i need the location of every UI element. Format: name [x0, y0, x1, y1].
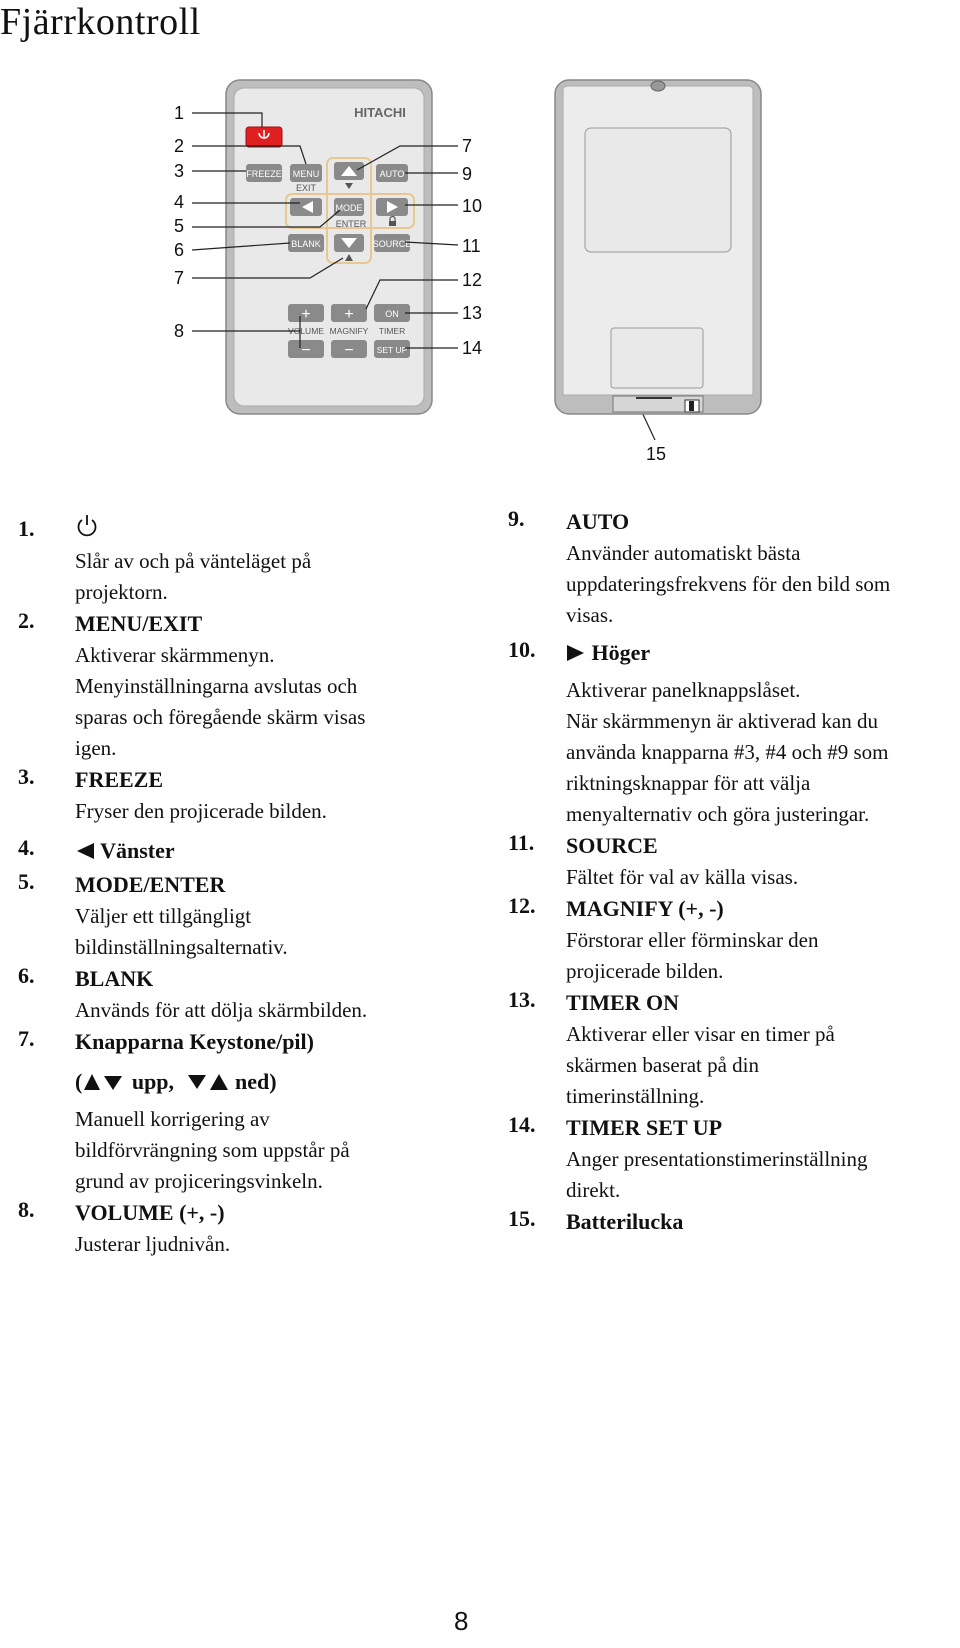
- power-icon: [75, 513, 99, 539]
- callout-15: 15: [646, 444, 667, 464]
- svg-text:10: 10: [462, 196, 483, 216]
- svg-text:14: 14: [462, 338, 483, 358]
- svg-text:11: 11: [462, 236, 481, 256]
- right-arrow-icon: [566, 644, 586, 662]
- svg-text:MENU: MENU: [292, 169, 320, 179]
- svg-text:ENTER: ENTER: [335, 219, 367, 229]
- remote-diagram: [0, 0, 960, 480]
- svg-text:FREEZE: FREEZE: [246, 169, 282, 179]
- up-keystone-icon: [82, 1072, 126, 1092]
- svg-text:EXIT: EXIT: [295, 183, 317, 193]
- item-head: AUTO: [566, 509, 630, 534]
- svg-text:ON: ON: [385, 309, 399, 319]
- svg-text:+: +: [344, 306, 354, 323]
- callouts-left: [174, 103, 184, 341]
- svg-text:6: 6: [174, 240, 185, 260]
- svg-text:9: 9: [462, 164, 473, 184]
- svg-text:MAGNIFY: MAGNIFY: [329, 326, 369, 336]
- brand-logo: HITACHI: [354, 105, 406, 120]
- svg-text:7: 7: [462, 136, 473, 156]
- svg-text:4: 4: [174, 192, 185, 212]
- item-head: Batterilucka: [566, 1209, 684, 1234]
- list-item: 4. Vänster: [18, 835, 175, 863]
- list-item: 9. AUTO Använder automatiskt bästa uppdateringsfrekvens för den bild som visas.: [508, 506, 958, 631]
- item-head: Vänster: [100, 838, 175, 863]
- list-item: 11. SOURCE Fältet för val av källa visas.: [508, 830, 958, 893]
- list-item: 3. FREEZE Fryser den projicerade bilden.: [18, 764, 438, 827]
- svg-text:1: 1: [174, 103, 185, 123]
- item-head: Knapparna Keystone/pil): [75, 1029, 314, 1054]
- callouts-right: [462, 136, 482, 358]
- svg-text:VOLUME: VOLUME: [288, 326, 324, 336]
- svg-text:7: 7: [174, 268, 185, 288]
- item-head: TIMER SET UP: [566, 1115, 723, 1140]
- item-head: SOURCE: [566, 833, 658, 858]
- svg-text:5: 5: [174, 216, 185, 236]
- left-arrow-icon: [75, 842, 95, 860]
- svg-text:TIMER: TIMER: [378, 326, 406, 336]
- item-head: MODE/ENTER: [75, 872, 226, 897]
- page-number: 8: [454, 1606, 469, 1636]
- svg-text:AUTO: AUTO: [379, 169, 405, 179]
- list-item: 14. TIMER SET UP Anger presentationstimerinställning direkt.: [508, 1112, 958, 1206]
- remote-back: [555, 80, 761, 414]
- svg-text:−: −: [344, 342, 354, 359]
- svg-text:−: −: [301, 342, 311, 359]
- down-keystone-icon: [186, 1072, 230, 1092]
- item-head: FREEZE: [75, 767, 164, 792]
- item-head: MENU/EXIT: [75, 611, 203, 636]
- keystone-subline: ( upp, ned): [75, 1069, 277, 1094]
- svg-text:SOURCE: SOURCE: [372, 239, 412, 249]
- list-item: 2. MENU/EXIT Aktiverar skärmmenyn. Menyinställningarna avslutas och sparas och föregående skärm visas igen.: [18, 608, 438, 764]
- page-title: Fjärrkontroll: [0, 1, 201, 43]
- item-head: BLANK: [75, 966, 154, 991]
- list-item: 6. BLANK Används för att dölja skärmbilden.: [18, 963, 438, 1026]
- list-item: 1. Slår av och på vänteläget på projektorn.: [18, 516, 438, 608]
- svg-text:13: 13: [462, 303, 483, 323]
- list-item: 8. VOLUME (+, -) Justerar ljudnivån.: [18, 1197, 231, 1256]
- svg-text:3: 3: [174, 161, 185, 181]
- svg-text:2: 2: [174, 136, 185, 156]
- svg-text:8: 8: [174, 321, 185, 341]
- svg-text:BLANK: BLANK: [291, 239, 321, 249]
- svg-text:MODE: MODE: [335, 203, 363, 213]
- item-head: TIMER ON: [566, 990, 680, 1015]
- list-item: 7. Knapparna Keystone/pil) ( upp, ned) Manuell korrigering av bildförvrängning som uppstår på grund av projiceringsvinkeln.: [18, 1026, 438, 1197]
- list-item: 12. MAGNIFY (+, -) Förstorar eller förminskar den projicerade bilden.: [508, 893, 819, 983]
- list-item: 13. TIMER ON Aktiverar eller visar en timer på skärmen baserat på din timerinställning.: [508, 987, 958, 1112]
- list-item: 10. Höger Aktiverar panelknappslåset. När skärmmenyn är aktiverad kan du använda knapparna #3, #4 och #9 som riktningsknappar för att välja menyalternativ och göra justeringar.: [508, 637, 889, 826]
- remote-front: [226, 80, 432, 414]
- svg-text:12: 12: [462, 270, 483, 290]
- svg-text:+: +: [301, 306, 311, 323]
- list-item: 15. Batterilucka: [508, 1206, 958, 1238]
- item-head: MAGNIFY: [566, 896, 673, 921]
- item-head: VOLUME: [75, 1200, 174, 1225]
- description-column-left: [18, 516, 438, 1260]
- item-head: Höger: [591, 640, 651, 665]
- svg-text:SET UP: SET UP: [376, 345, 408, 355]
- item-desc: projektorn.: [75, 580, 168, 604]
- item-desc: Slår av och på vänteläget på: [75, 549, 312, 573]
- description-column-right: [508, 506, 958, 1238]
- list-item: 5. MODE/ENTER Väljer ett tillgängligt bildinställningsalternativ.: [18, 869, 438, 963]
